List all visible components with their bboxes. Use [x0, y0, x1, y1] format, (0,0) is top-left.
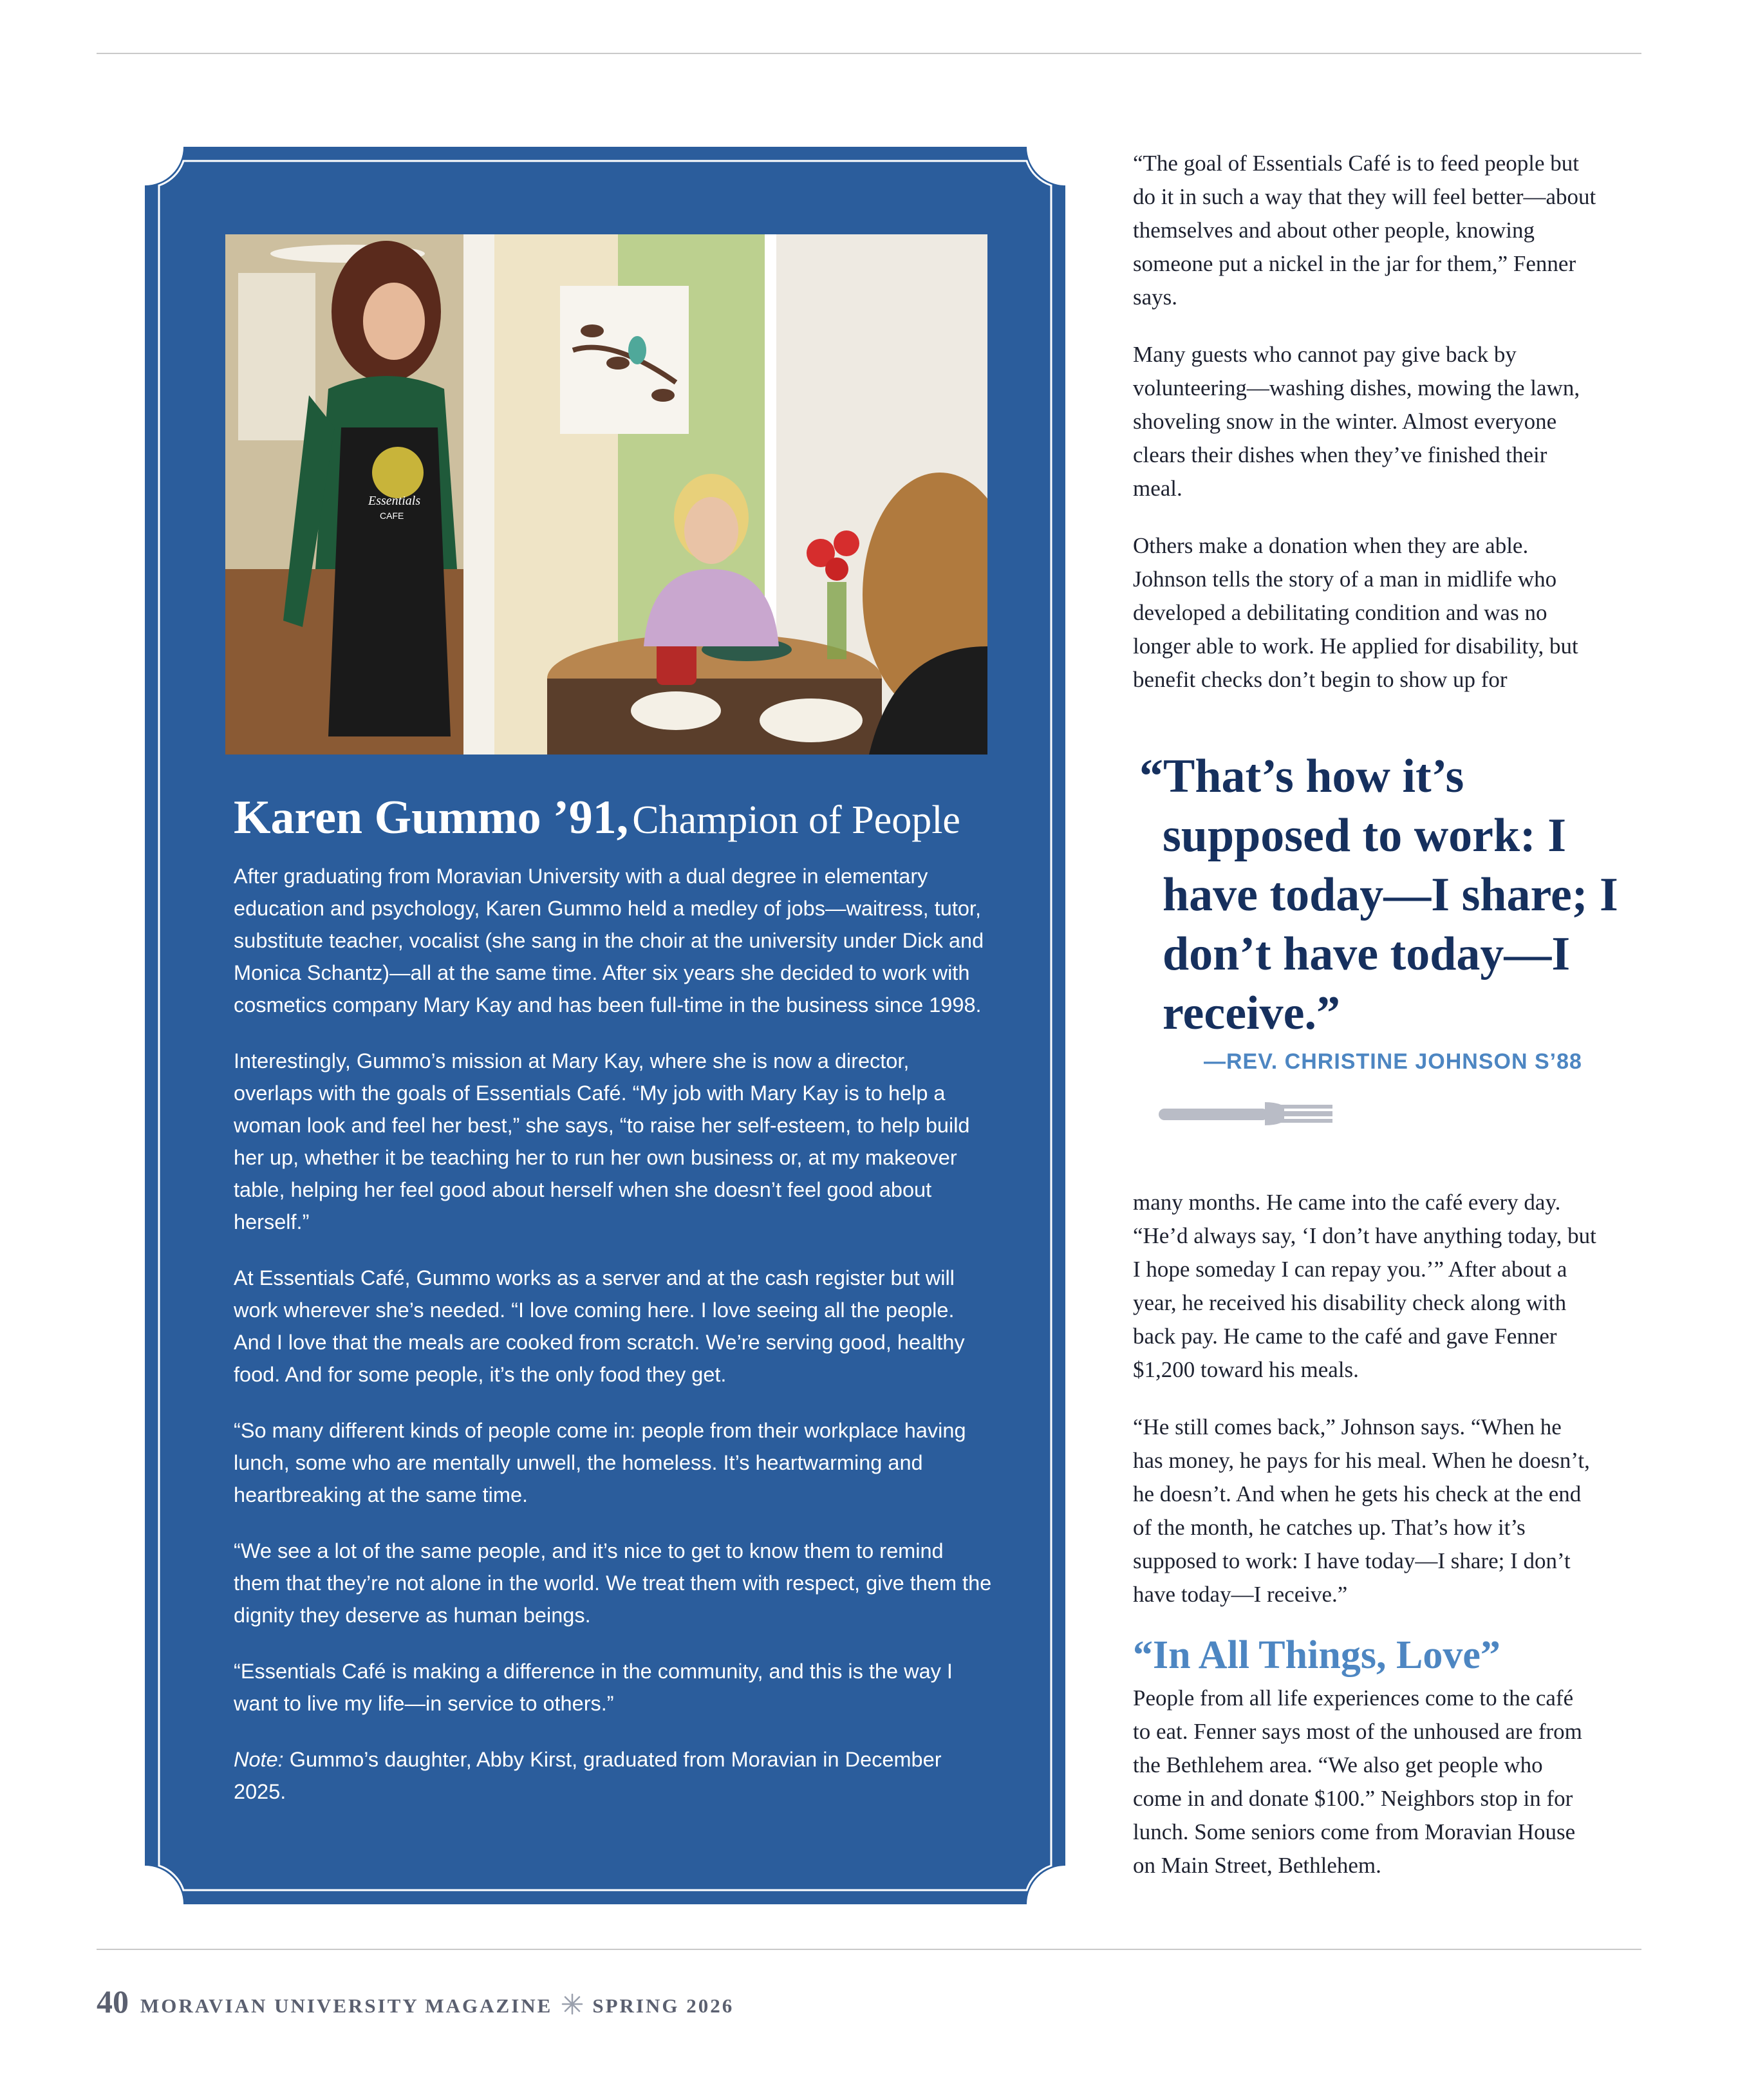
article-column-top [1133, 147, 1596, 720]
page-footer [97, 1983, 734, 2028]
apron-logo-text: Essentials [368, 494, 421, 508]
article-paragraph: “The goal of Essentials Café is to feed people but do it in such a way that they will feel better—about themselves and about other people, knowing someone put a nickel in the jar for them,” Fenner says. [1133, 151, 1596, 310]
article-paragraph: Others make a donation when they are able. Johnson tells the story of a man in midlife who developed a debilitating condition and was no longer able to work. He applied for disability, but benefit checks don’t begin to show up for [1133, 533, 1578, 692]
sidebar-paragraph: After graduating from Moravian University with a dual degree in elementary education and psychology, Karen Gummo held a medley of jobs—waitress, tutor, substitute teacher, vocalist (she sang in the choir at the university under Dick and Monica Schantz)—all at the same time. After six years she decided to work with cosmetics company Mary Kay and has been full-time in the business since 1998. [234, 865, 984, 1017]
article-paragraph: many months. He came into the café every day. “He’d always say, ‘I don’t have anything today, but I hope someday I can repay you.’” After about a year, he received his disability check along with back pay. He came to the café and gave Fenner $1,200 toward his meals. [1133, 1190, 1596, 1382]
sidebar-note-text: Gummo’s daughter, Abby Kirst, graduated from Moravian in December 2025. [234, 1748, 942, 1803]
sidebar-paragraph: “We see a lot of the same people, and it’s nice to get to know them to remind them that they’re not alone in the world. We treat them with respect, give them the dignity they deserve as human beings. [234, 1539, 992, 1627]
fork-icon [1159, 1093, 1332, 1134]
sidebar-paragraph: Interestingly, Gummo’s mission at Mary Kay, where she is now a director, overlaps with the goals of Essentials Café. “My job with Mary Kay is to help a woman look and feel her best,” she says, “to raise her self-esteem, to help build her up, whether it be teaching her to run her own business or, at my makeover table, helping her feel good about herself when she doesn’t feel good about herself.” [234, 1049, 970, 1233]
article-column-bottom [1133, 1682, 1596, 1906]
sidebar-paragraph: “So many different kinds of people come in: people from their workplace having lunch, some who are mentally unwell, the homeless. It’s heartwarming and heartbreaking at the same time. [234, 1419, 966, 1506]
pull-quote-attribution: —REV. CHRISTINE JOHNSON S’88 [1204, 1049, 1582, 1074]
cafe-photo [225, 234, 987, 755]
pull-quote: “That’s how it’s supposed to work: I have today—I share; I don’t have today—I receive.” [1139, 750, 1618, 1040]
sidebar-paragraph: At Essentials Café, Gummo works as a server and at the cash register but will work wherever she’s needed. “I love coming here. I love seeing all the people. And I love that the meals are cooked from scratch. We’re serving good, healthy food. And for some people, it’s the only food they get. [234, 1266, 965, 1386]
sidebar-title-subtitle: Champion of People [632, 798, 960, 842]
article-paragraph: Many guests who cannot pay give back by volunteering—washing dishes, mowing the lawn, shoveling snow in the winter. Almost everyone clears their dishes when they’ve finished their meal. [1133, 342, 1580, 501]
issue-label: SPRING 2026 [592, 1994, 734, 2017]
article-column-middle [1133, 1186, 1596, 1635]
publication-name: MORAVIAN UNIVERSITY MAGAZINE [140, 1994, 553, 2017]
top-rule [97, 53, 1641, 54]
sidebar-paragraph: “Essentials Café is making a difference in the community, and this is the way I want to live my life—in service to others.” [234, 1660, 953, 1715]
sidebar-title-name: Karen Gummo ’91, [234, 791, 629, 844]
sidebar-body [234, 860, 993, 1832]
sidebar-title [234, 791, 1006, 845]
apron-logo-subtext: CAFE [380, 511, 404, 521]
article-paragraph: People from all life experiences come to the café to eat. Fenner says most of the unhoused are from the Bethlehem area. “We also get people who come in and donate $100.” Neighbors stop in for lunch. Some seniors come from Moravian House on Main Street, Bethlehem. [1133, 1685, 1582, 1878]
sidebar-note-label: Note: [234, 1748, 284, 1771]
sidebar-note [234, 1743, 993, 1808]
article-paragraph: “He still comes back,” Johnson says. “When he has money, he pays for his meal. When he doesn’t, he doesn’t. And when he gets his check at the end of the month, he catches up. That’s how it’s supposed to work: I have today—I share; I don’t have today—I receive.” [1133, 1414, 1590, 1607]
section-subhead: “In All Things, Love” [1133, 1633, 1500, 1677]
bottom-rule [97, 1949, 1641, 1950]
page-number: 40 [97, 1983, 129, 2020]
sidebar-profile-panel [145, 147, 1065, 1904]
star-icon [561, 1993, 583, 2015]
